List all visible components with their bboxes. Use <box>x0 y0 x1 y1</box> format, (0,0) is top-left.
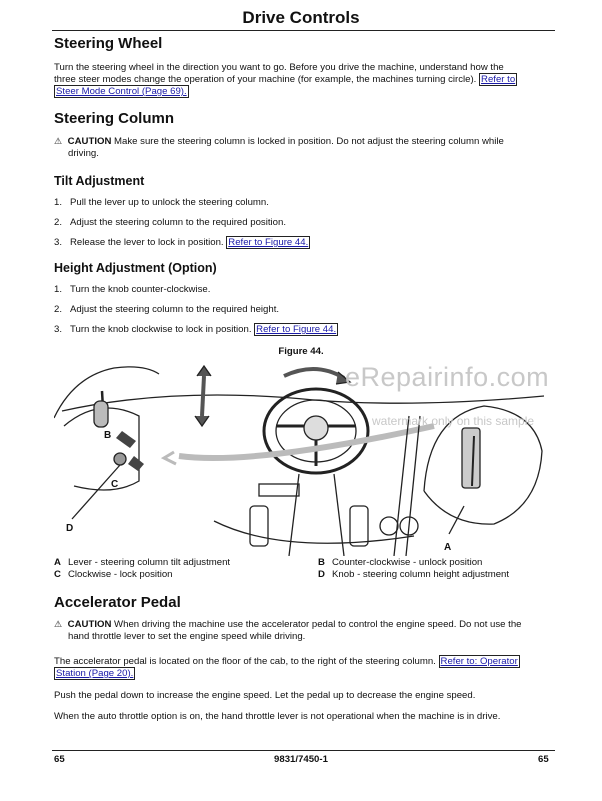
accelerator-p2: Push the pedal down to increase the engine speed. Let the pedal up to decrease the engine speed. <box>54 690 476 701</box>
steering-column-caution <box>54 135 554 160</box>
footer-page-left: 65 <box>54 754 65 765</box>
warning-icon: ⚠ <box>54 136 63 146</box>
tilt-step-3: 3. Release the lever to lock in position. Refer to Figure 44. <box>54 237 309 248</box>
steering-wheel-body <box>54 62 554 98</box>
watermark-subtext: watermark only on this sample <box>372 414 535 428</box>
operator-station-link-part2[interactable]: Station (Page 20). <box>56 668 134 679</box>
caution-label: CAUTION <box>67 136 112 147</box>
height-step-2: 2. Adjust the steering column to the required height. <box>54 304 280 315</box>
steering-wheel-line1: Turn the steering wheel in the direction you want to go. Before you drive the machine, understand how the <box>54 62 504 73</box>
steering-wheel-line2-text: three steer modes change the operation of your machine (for example, the machines turning circle). <box>54 74 477 85</box>
footer-rule <box>52 750 555 751</box>
caution-line2: driving. <box>68 148 99 159</box>
steer-mode-link-part2[interactable]: Steer Mode Control (Page 69). <box>56 86 187 97</box>
legend-d: D Knob - steering column height adjustment <box>318 569 510 580</box>
accel-caution-line1: When driving the machine use the accelerator pedal to control the engine speed. Do not use the <box>114 619 522 630</box>
height-heading: Height Adjustment (Option) <box>54 261 217 275</box>
height-step-1: 1. Turn the knob counter-clockwise. <box>54 284 211 295</box>
label-c: C <box>111 479 119 490</box>
watermark-text: eRepairinfo.com <box>345 362 550 392</box>
steering-wheel-line3 <box>54 86 554 98</box>
steer-mode-link-part1[interactable]: Refer to <box>481 74 516 85</box>
accel-p1-text: The accelerator pedal is located on the floor of the cab, to the right of the steering column. <box>54 656 436 667</box>
operator-station-link-part1[interactable]: Refer to: Operator <box>440 656 518 667</box>
figure-44-link-2[interactable]: Refer to Figure 44. <box>256 324 337 335</box>
label-d: D <box>66 523 74 534</box>
accelerator-p3: When the auto throttle option is on, the hand throttle lever is not operational when the machine is in drive. <box>54 711 501 722</box>
page-title: Drive Controls <box>242 8 360 27</box>
tilt-heading: Tilt Adjustment <box>54 174 145 188</box>
title-rule <box>52 30 555 31</box>
label-b: B <box>104 430 112 441</box>
figure-caption: Figure 44. <box>278 346 324 357</box>
steering-wheel-heading: Steering Wheel <box>54 35 163 52</box>
accelerator-heading: Accelerator Pedal <box>54 594 181 611</box>
accelerator-p1 <box>54 656 554 680</box>
accelerator-caution <box>54 618 554 643</box>
footer-page-right: 65 <box>538 754 549 765</box>
figure-44-link[interactable]: Refer to Figure 44. <box>228 237 309 248</box>
caution-label-2: CAUTION <box>67 619 112 630</box>
caution-line1: Make sure the steering column is locked in position. Do not adjust the steering column while <box>114 136 504 147</box>
legend-a: A Lever - steering column tilt adjustment <box>54 557 231 568</box>
legend-c: C Clockwise - lock position <box>54 569 173 580</box>
accel-caution-line2: hand throttle lever to set the engine speed while driving. <box>68 631 306 642</box>
legend-b: B Counter-clockwise - unlock position <box>318 557 483 568</box>
label-a: A <box>444 542 452 553</box>
height-step-3: 3. Turn the knob clockwise to lock in position. Refer to Figure 44. <box>54 324 337 335</box>
tilt-step-1: 1. Pull the lever up to unlock the steering column. <box>54 197 269 208</box>
footer-doc-number: 9831/7450-1 <box>274 754 328 765</box>
warning-icon-2: ⚠ <box>54 619 63 629</box>
steering-column-heading: Steering Column <box>54 110 175 127</box>
tilt-step-2: 2. Adjust the steering column to the required position. <box>54 217 286 228</box>
